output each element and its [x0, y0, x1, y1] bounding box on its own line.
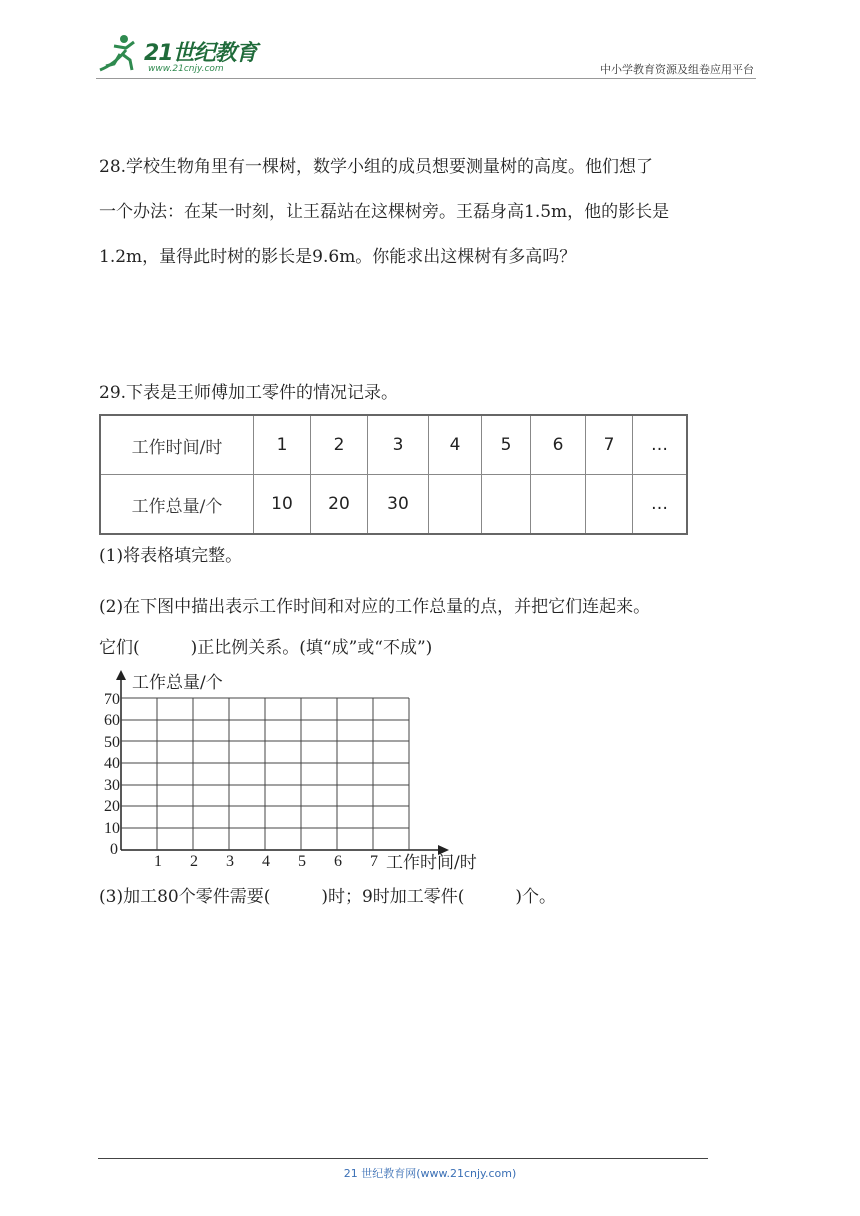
table-cell: 30	[368, 475, 429, 535]
x-tick-label: 4	[262, 853, 270, 870]
table-answer-cell[interactable]	[531, 475, 586, 535]
runner-logo-icon	[96, 30, 142, 76]
y-axis-label: 工作总量/个	[132, 673, 223, 693]
table-row	[100, 415, 687, 475]
footer-divider	[98, 1158, 708, 1159]
y-tick-label: 40	[104, 755, 120, 772]
y-tick-label: 30	[104, 777, 120, 794]
question-28-line-2: 一个办法：在某一时刻，让王磊站在这棵树旁。王磊身高1.5m，他的影长是	[99, 202, 670, 222]
header-platform-text: 中小学教育资源及组卷应用平台	[600, 63, 754, 76]
x-tick-label: 5	[298, 853, 306, 870]
y-tick-label: 60	[104, 712, 120, 729]
table-cell: 5	[482, 415, 531, 475]
table-cell: 2	[311, 415, 368, 475]
plot-grid[interactable]	[92, 668, 522, 878]
table-cell: 10	[254, 475, 311, 535]
x-tick-label: 7	[370, 853, 378, 870]
x-axis-label: 工作时间/时	[386, 853, 477, 873]
question-29-intro: 29.下表是王师傅加工零件的情况记录。	[99, 383, 399, 403]
question-29-part-2-line-1: (2)在下图中描出表示工作时间和对应的工作总量的点，并把它们连起来。	[99, 597, 651, 617]
table-header-cell: 工作时间/时	[100, 415, 254, 475]
table-answer-cell[interactable]	[429, 475, 482, 535]
logo-text: 21世纪教育	[144, 41, 257, 66]
table-cell: …	[633, 415, 688, 475]
x-tick-label: 1	[154, 853, 162, 870]
y-tick-label: 70	[104, 691, 120, 708]
work-record-table	[99, 414, 688, 535]
table-cell: 20	[311, 475, 368, 535]
x-tick-label: 6	[334, 853, 342, 870]
question-29-part-3: (3)加工80个零件需要( )时；9时加工零件( )个。	[99, 887, 557, 907]
table-cell: 4	[429, 415, 482, 475]
table-cell: 1	[254, 415, 311, 475]
y-tick-label: 50	[104, 734, 120, 751]
y-axis-arrow-icon	[116, 670, 126, 680]
x-tick-label: 2	[190, 853, 198, 870]
y-tick-label: 10	[104, 820, 120, 837]
footer-link[interactable]: 21 世纪教育网(www.21cnjy.com)	[343, 1167, 517, 1180]
table-cell: 6	[531, 415, 586, 475]
question-29-part-1: (1)将表格填完整。	[99, 546, 243, 566]
x-tick-label: 3	[226, 853, 234, 870]
question-29-part-2-line-2: 它们( )正比例关系。(填“成”或“不成”)	[99, 638, 433, 658]
table-cell: 7	[586, 415, 633, 475]
y-tick-label: 0	[110, 841, 118, 858]
table-answer-cell[interactable]	[482, 475, 531, 535]
table-cell: …	[633, 475, 688, 535]
y-tick-label: 20	[104, 798, 120, 815]
site-logo[interactable]	[96, 30, 266, 78]
table-header-cell: 工作总量/个	[100, 475, 254, 535]
page-header	[0, 0, 860, 90]
table-answer-cell[interactable]	[586, 475, 633, 535]
table-cell: 3	[368, 415, 429, 475]
question-28-line-3: 1.2m，量得此时树的影长是9.6m。你能求出这棵树有多高吗？	[99, 247, 577, 267]
header-divider	[96, 78, 756, 79]
question-28-line-1: 28.学校生物角里有一棵树，数学小组的成员想要测量树的高度。他们想了	[99, 157, 654, 177]
table-row	[100, 475, 687, 535]
logo-url: www.21cnjy.com	[148, 64, 224, 74]
